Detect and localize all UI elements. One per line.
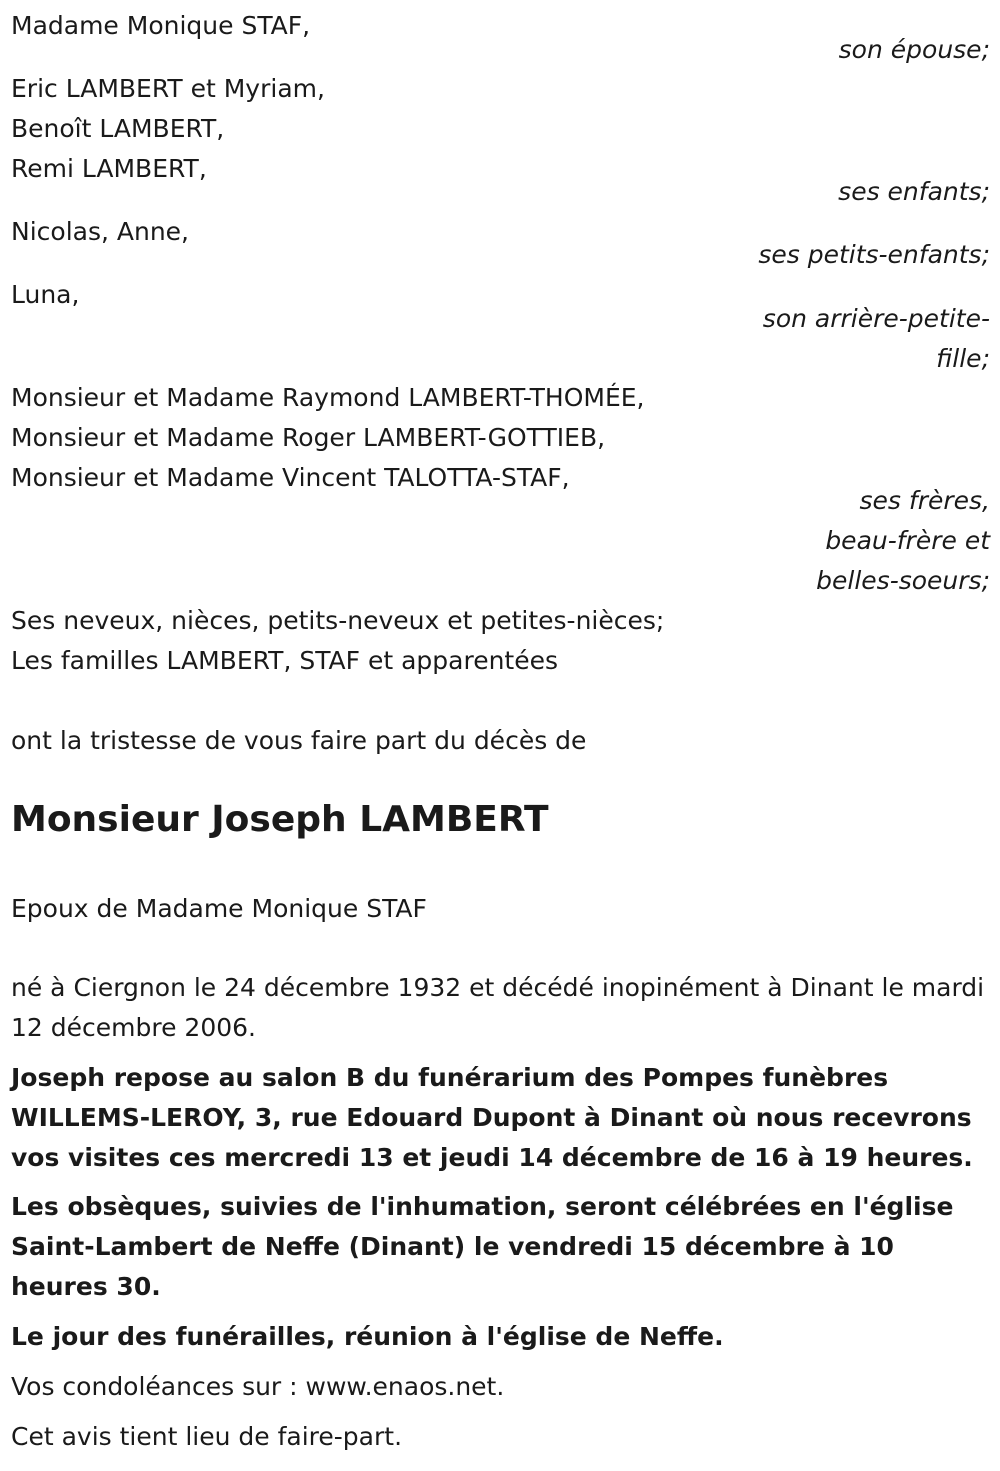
other-relatives: Les familles LAMBERT, STAF et apparentées — [11, 646, 559, 675]
great-grandchild-role: son arrière-petite- — [762, 304, 990, 333]
siblings-role: belles-soeurs; — [816, 566, 990, 595]
child-name: Remi LAMBERT, — [11, 154, 207, 183]
great-grandchild-name: Luna, — [11, 280, 80, 309]
announcement-text: ont la tristesse de vous faire part du décès de — [11, 726, 587, 755]
child-name: Benoît LAMBERT, — [11, 114, 225, 143]
sibling-name: Monsieur et Madame Raymond LAMBERT-THOMÉE, — [11, 383, 645, 412]
notice-text: Cet avis tient lieu de faire-part. — [11, 1422, 403, 1451]
grandchildren-role: ses petits-enfants; — [758, 240, 990, 269]
sibling-name: Monsieur et Madame Vincent TALOTTA-STAF, — [11, 463, 570, 492]
deceased-name: Monsieur Joseph LAMBERT — [11, 799, 549, 840]
condolences-text: Vos condoléances sur : www.enaos.net. — [11, 1372, 505, 1401]
siblings-role: ses frères, — [859, 486, 990, 515]
funeral-text: Les obsèques, suivies de l'inhumation, seront célébrées en l'église Saint-Lambert de Neffe (Dinant) le vendredi 15 décembre à 10 heures 30. — [11, 1192, 954, 1301]
meeting-text: Le jour des funérailles, réunion à l'église de Neffe. — [11, 1322, 724, 1351]
other-relatives: Ses neveux, nièces, petits-neveux et petites-nièces; — [11, 606, 665, 635]
birth-death-text: né à Ciergnon le 24 décembre 1932 et décédé inopinément à Dinant le mardi 12 décembre 2006. — [11, 973, 985, 1042]
sibling-name: Monsieur et Madame Roger LAMBERT-GOTTIEB, — [11, 423, 606, 452]
grandchildren-names: Nicolas, Anne, — [11, 217, 189, 246]
children-role: ses enfants; — [838, 177, 990, 206]
visitation-text: Joseph repose au salon B du funérarium des Pompes funèbres WILLEMS-LEROY, 3, rue Edouard Dupont à Dinant où nous recevrons vos visites ces mercredi 13 et jeudi 14 décembre de 16 à 19 heures. — [11, 1063, 973, 1172]
spouse-name: Madame Monique STAF, — [11, 11, 311, 40]
great-grandchild-role: fille; — [936, 344, 990, 373]
deceased-spouse-line: Epoux de Madame Monique STAF — [11, 894, 427, 923]
child-name: Eric LAMBERT et Myriam, — [11, 74, 325, 103]
spouse-role: son épouse; — [838, 35, 990, 64]
siblings-role: beau-frère et — [825, 526, 990, 555]
